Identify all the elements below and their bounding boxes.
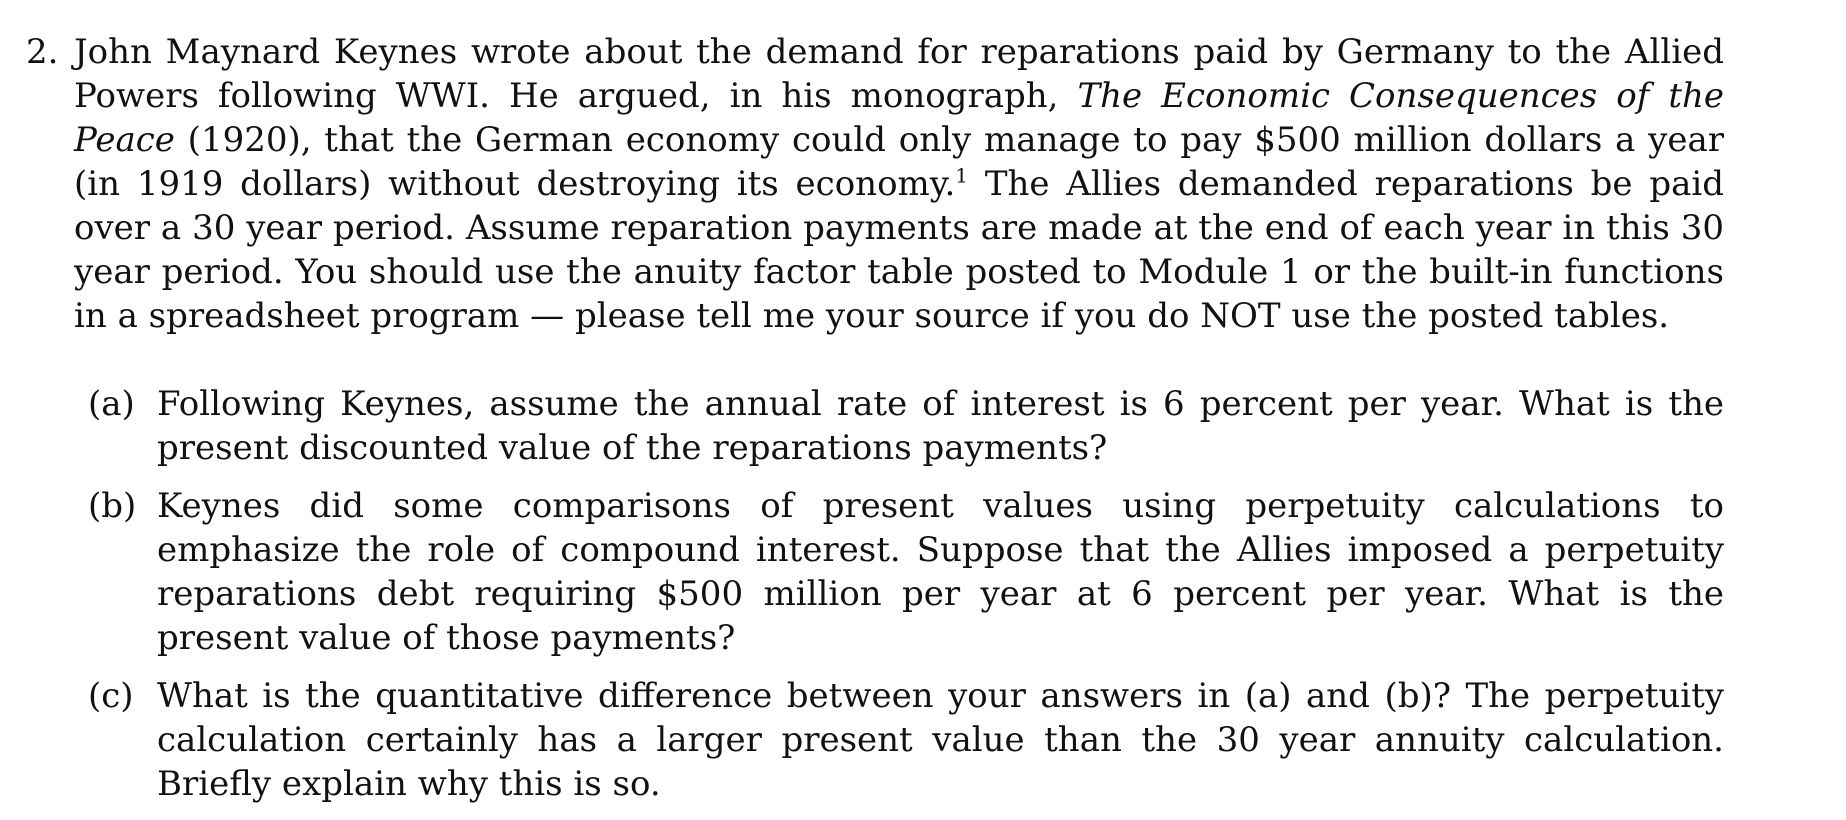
problem-parts	[26, 382, 1726, 820]
intro-text-1: John Maynard Keynes wrote about the demand for reparations paid by Germany to the Allied Powers following WWI. He argued, in his monograph,	[74, 32, 1724, 116]
problem-2	[26, 30, 1726, 338]
part-label: (b)	[88, 486, 137, 526]
part-text: Following Keynes, assume the annual rate of interest is 6 percent per year. What is the present discounted value of the reparations payments?	[157, 384, 1724, 468]
part-label: (c)	[88, 676, 134, 716]
problem-intro	[74, 30, 1724, 338]
intro-text-2: (1920), that the German economy could only manage to pay $500 million dollars a year (in 1919 dollars) without destroying its economy.	[74, 120, 1724, 204]
part-c	[26, 674, 1726, 806]
part-label: (a)	[88, 384, 135, 424]
part-b	[26, 484, 1726, 660]
part-text: Keynes did some comparisons of present values using perpetuity calculations to emphasize the role of compound interest. Suppose that the Allies imposed a perpetuity reparations debt requiring $500 million per year at 6 percent per year. What is the present value of those payments?	[157, 486, 1724, 658]
part-text: What is the quantitative difference between your answers in (a) and (b)? The perpetuity calculation certainly has a larger present value than the 30 year annuity calculation. Briefly explain why this is so.	[157, 676, 1724, 804]
book-title: The Economic Consequences of the Peace	[74, 76, 1724, 160]
intro-text-3: The Allies demanded reparations be paid over a 30 year period. Assume reparation payments are made at the end of each year in this 30 year period. You should use the anuity factor table posted to Module 1 or the built-in functions in a spreadsheet program — please tell me your source if you do NOT use the posted tables.	[74, 164, 1725, 336]
footnote-marker[interactable]: 1	[955, 163, 969, 188]
problem-number: 2.	[26, 32, 59, 72]
part-a	[26, 382, 1726, 470]
